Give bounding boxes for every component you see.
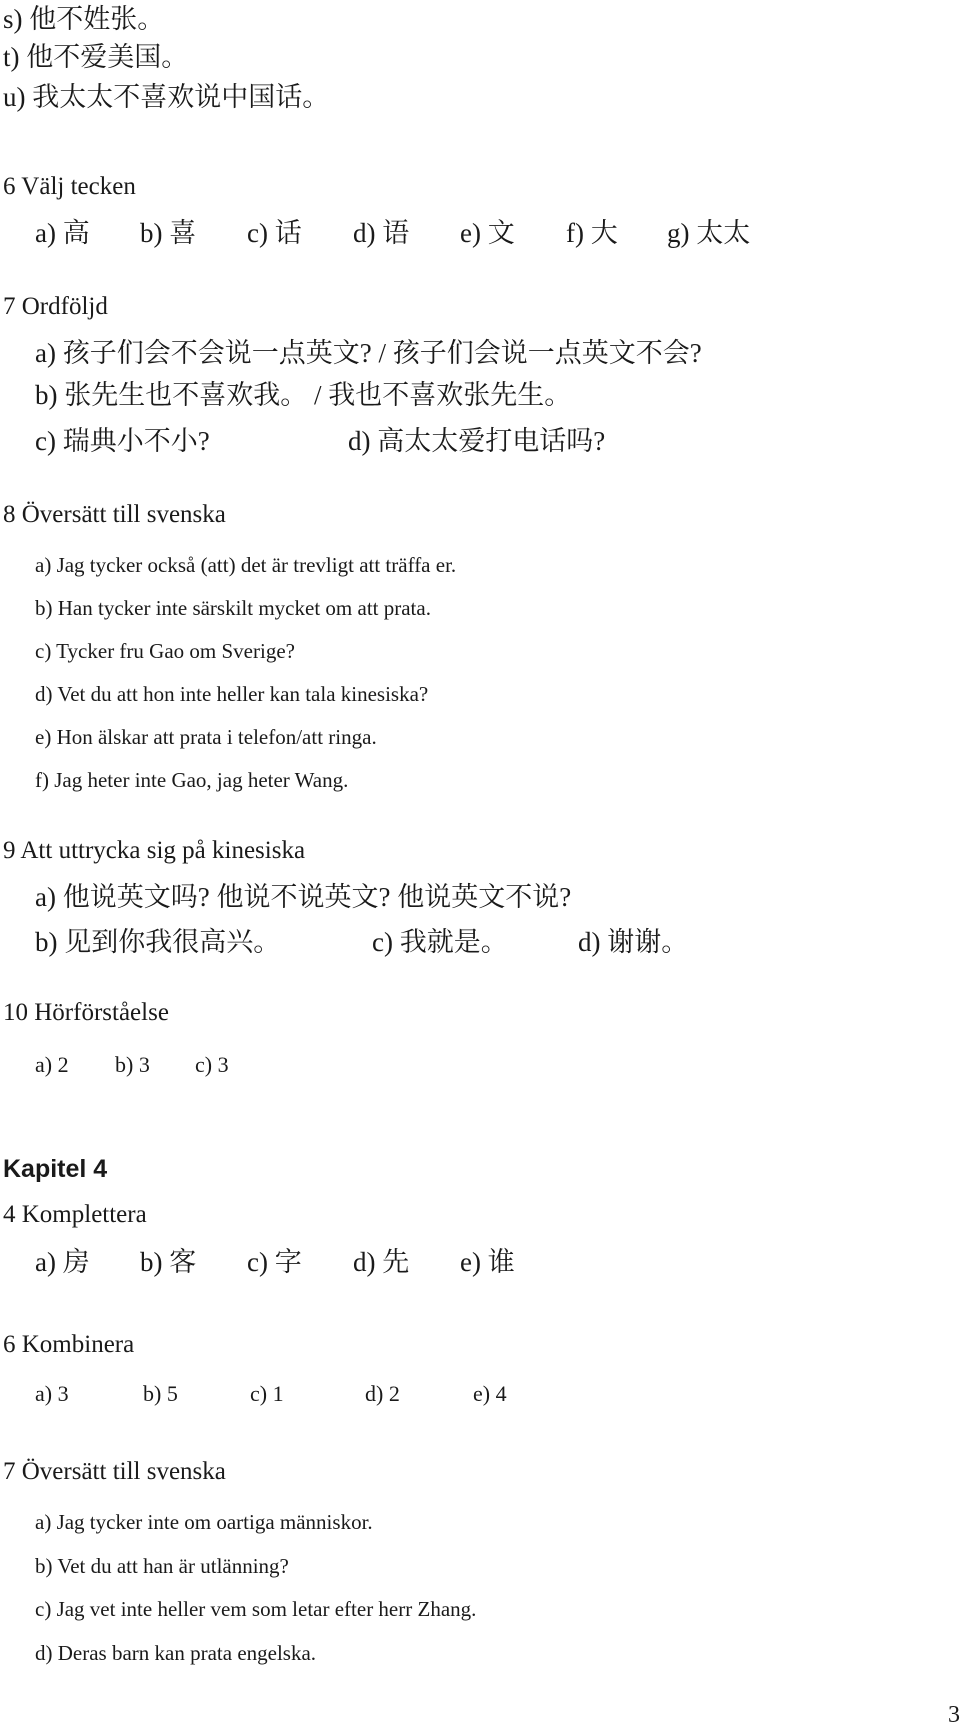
kombinera-item: e) 4 xyxy=(473,1381,507,1406)
valj-tecken-item: g) 太太 xyxy=(667,218,751,248)
komplettera-item: b) 客 xyxy=(140,1247,197,1277)
answer-line-s: s) 他不姓张。 xyxy=(3,4,165,34)
oversatt-7-line: d) Deras barn kan prata engelska. xyxy=(35,1641,317,1665)
oversatt-7-line: a) Jag tycker inte om oartiga människor. xyxy=(35,1510,373,1534)
section-heading-kombinera: 6 Kombinera xyxy=(3,1331,135,1358)
komplettera-item: e) 谁 xyxy=(460,1247,515,1277)
valj-tecken-item: d) 语 xyxy=(353,218,410,248)
section-heading-horforstaelse: 10 Hörförståelse xyxy=(3,999,169,1026)
page-number: 3 xyxy=(948,1702,960,1728)
kombinera-item: a) 3 xyxy=(35,1381,69,1406)
valj-tecken-item: f) 大 xyxy=(566,218,618,248)
section-heading-ordfoljd: 7 Ordföljd xyxy=(3,293,108,320)
oversatt-8-line: b) Han tycker inte särskilt mycket om att prata. xyxy=(35,596,431,620)
komplettera-item: d) 先 xyxy=(353,1247,410,1277)
section-heading-komplettera: 4 Komplettera xyxy=(3,1201,147,1228)
oversatt-8-line: a) Jag tycker också (att) det är trevligt att träffa er. xyxy=(35,553,457,577)
oversatt-7-line: b) Vet du att han är utlänning? xyxy=(35,1554,289,1578)
answer-line-u: u) 我太太不喜欢说中国话。 xyxy=(3,82,330,112)
kombinera-item: c) 1 xyxy=(250,1381,284,1406)
oversatt-8-line: e) Hon älskar att prata i telefon/att ringa. xyxy=(35,725,377,749)
horforstaelse-item: b) 3 xyxy=(115,1052,150,1077)
valj-tecken-item: a) 高 xyxy=(35,218,90,248)
ordfoljd-line-c: c) 瑞典小不小? xyxy=(35,426,210,456)
uttrycka-line-d: d) 谢谢。 xyxy=(578,927,689,957)
section-heading-uttrycka: 9 Att uttrycka sig på kinesiska xyxy=(3,837,306,864)
uttrycka-line-c: c) 我就是。 xyxy=(372,927,508,957)
ordfoljd-line-d: d) 高太太爱打电话吗? xyxy=(348,426,606,456)
horforstaelse-item: c) 3 xyxy=(195,1052,229,1077)
section-heading-oversatt-8: 8 Översätt till svenska xyxy=(3,501,226,528)
chapter-title: Kapitel 4 xyxy=(3,1155,108,1183)
ordfoljd-line-a: a) 孩子们会不会说一点英文? / 孩子们会说一点英文不会? xyxy=(35,338,702,368)
valj-tecken-item: b) 喜 xyxy=(140,218,197,248)
oversatt-8-line: f) Jag heter inte Gao, jag heter Wang. xyxy=(35,768,349,792)
komplettera-item: c) 字 xyxy=(247,1247,302,1277)
section-heading-valj-tecken: 6 Välj tecken xyxy=(3,173,136,200)
komplettera-item: a) 房 xyxy=(35,1247,90,1277)
oversatt-8-line: d) Vet du att hon inte heller kan tala kinesiska? xyxy=(35,682,429,706)
ordfoljd-line-b: b) 张先生也不喜欢我。 / 我也不喜欢张先生。 xyxy=(35,380,572,410)
kombinera-item: d) 2 xyxy=(365,1381,400,1406)
kombinera-item: b) 5 xyxy=(143,1381,178,1406)
oversatt-8-line: c) Tycker fru Gao om Sverige? xyxy=(35,639,295,663)
uttrycka-line-b: b) 见到你我很高兴。 xyxy=(35,927,281,957)
valj-tecken-item: c) 话 xyxy=(247,218,302,248)
horforstaelse-item: a) 2 xyxy=(35,1052,69,1077)
answer-line-t: t) 他不爱美国。 xyxy=(3,42,189,72)
section-heading-oversatt-7: 7 Översätt till svenska xyxy=(3,1458,226,1485)
valj-tecken-item: e) 文 xyxy=(460,218,515,248)
uttrycka-line-a: a) 他说英文吗? 他说不说英文? 他说英文不说? xyxy=(35,882,572,912)
oversatt-7-line: c) Jag vet inte heller vem som letar efter herr Zhang. xyxy=(35,1597,477,1621)
